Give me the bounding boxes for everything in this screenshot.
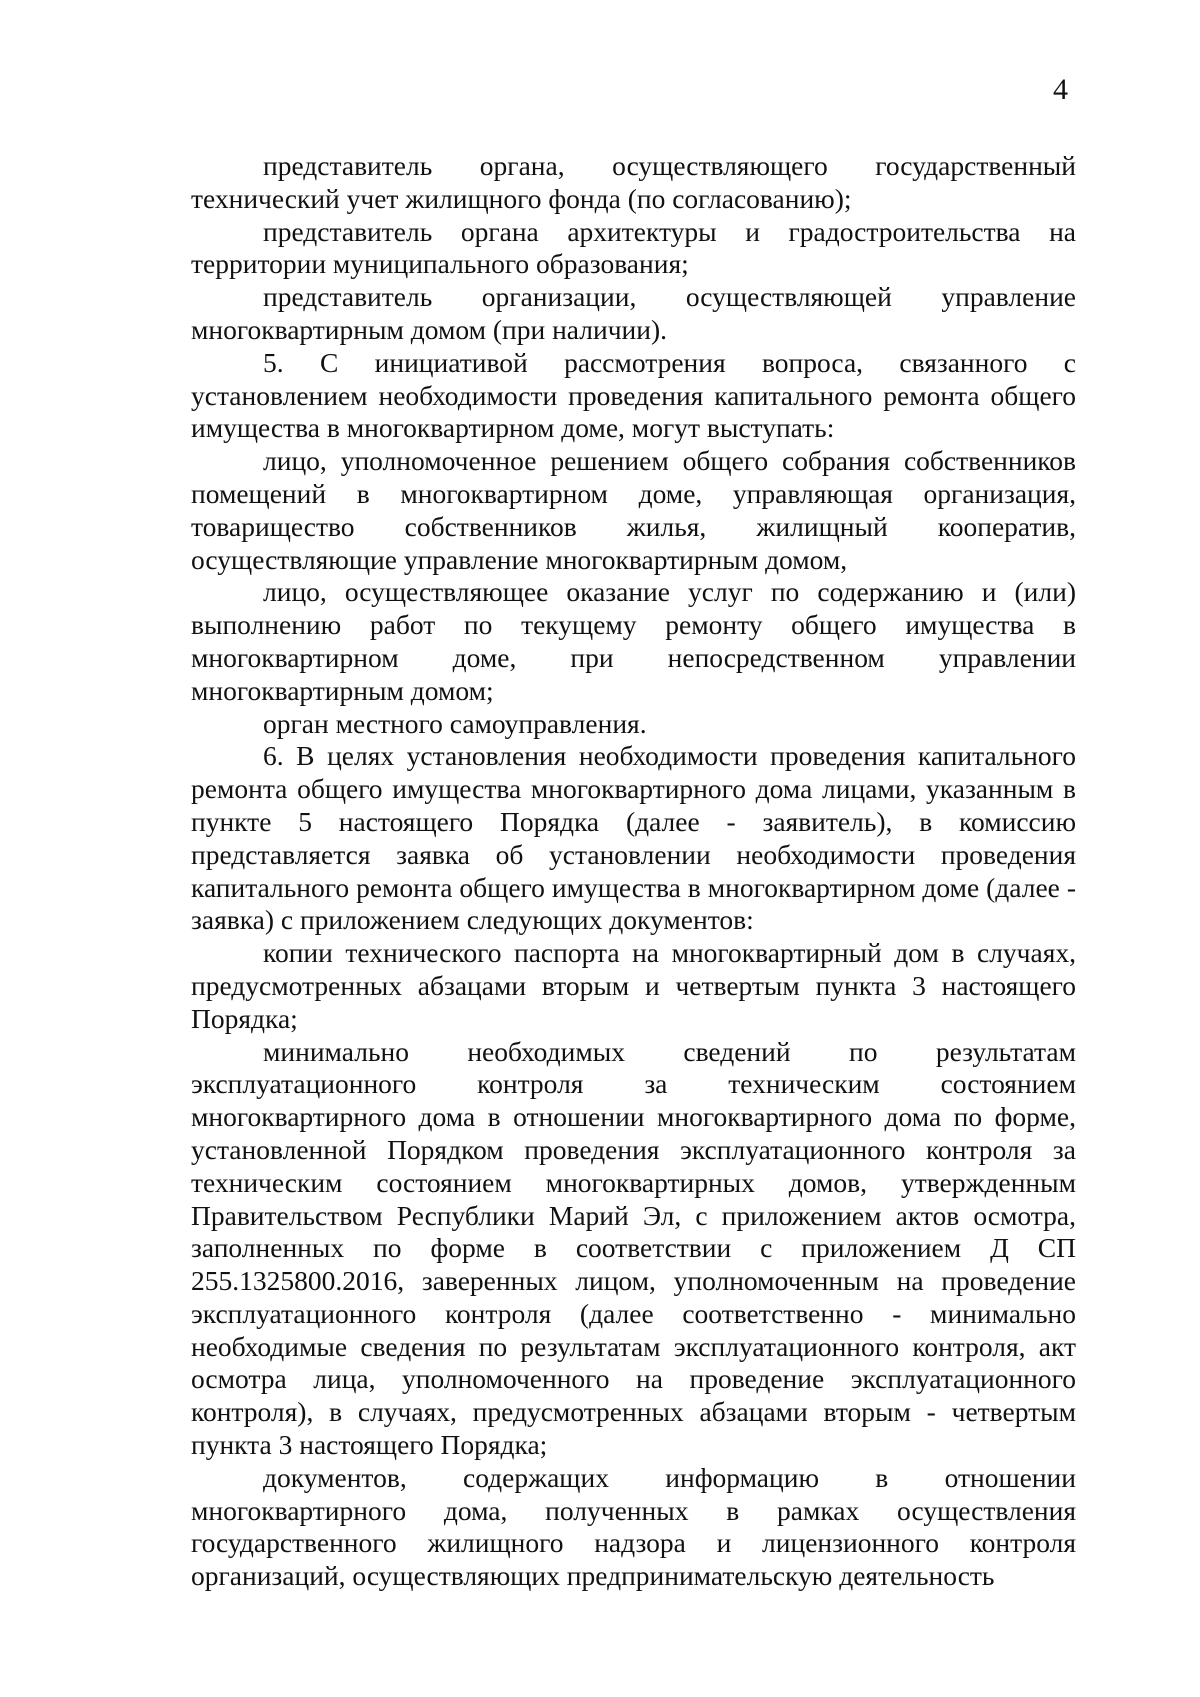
paragraph-authorized-person: лицо, уполномоченное решением общего собрания собственников помещений в многоквартирном доме, управляющая организация, товарищество собственников жилья, жилищный кооператив, осуществляющие управление многоквартирным домом, — [191, 445, 1076, 575]
paragraph-management-organization-representative: представитель организации, осуществляющей управление многоквартирным домом (при наличии). — [191, 281, 1076, 345]
paragraph-technical-passport: копии технического паспорта на многоквартирный дом в случаях, предусмотренных абзацами вторым и четвертым пункта 3 настоящего Порядка; — [191, 937, 1076, 1034]
page-number: 4 — [1053, 73, 1068, 106]
paragraph-service-provider: лицо, осуществляющее оказание услуг по содержанию и (или) выполнению работ по текущему ремонту общего имущества в многоквартирном доме, при непосредственном управлении многоквартирным домом; — [191, 576, 1076, 706]
paragraph-clause-5: 5. С инициативой рассмотрения вопроса, связанного с установлением необходимости проведения капитального ремонта общего имущества в многоквартирном доме, могут выступать: — [191, 346, 1076, 444]
paragraph-local-government: орган местного самоуправления. — [263, 707, 647, 739]
paragraph-architecture-representative: представитель органа архитектуры и градостроительства на территории муниципального образования; — [191, 215, 1076, 280]
paragraph-clause-6: 6. В целях установления необходимости проведения капитального ремонта общего имущества многоквартирного дома лицами, указанным в пункте 5 настоящего Порядка (далее - заявитель), в комиссию представляется заявка об установлении необходимости проведения капитального ремонта общего имущества в многоквартирном доме (далее - заявка) с приложением следующих документов: — [191, 740, 1076, 936]
document-body — [191, 150, 1076, 1593]
paragraph-supervision-documents: документов, содержащих информацию в отношении многоквартирного дома, полученных в рамках осуществления государственного жилищного надзора и лицензионного контроля организаций, осуществляющих предпринимательскую деятельность — [191, 1461, 1076, 1592]
paragraph-technical-accounting-representative: представитель органа, осуществляющего государственный технический учет жилищного фонда (по согласованию); — [191, 150, 1076, 214]
paragraph-minimum-information: минимально необходимых сведений по результатам эксплуатационного контроля за техническим состоянием многоквартирного дома в отношении многоквартирного дома по форме, установленной Порядком проведения эксплуатационного контроля за техническим состоянием многоквартирных домов, утвержденным Правительством Республики Марий Эл, с приложением актов осмотра, заполненных по форме в соответствии с приложением Д СП 255.1325800.2016, заверенных лицом, уполномоченным на проведение эксплуатационного контроля (далее соответственно - минимально необходимые сведения по результатам эксплуатационного контроля, акт осмотра лица, уполномоченного на проведение эксплуатационного контроля), в случаях, предусмотренных абзацами вторым - четвертым пункта 3 настоящего Порядка; — [191, 1035, 1076, 1461]
